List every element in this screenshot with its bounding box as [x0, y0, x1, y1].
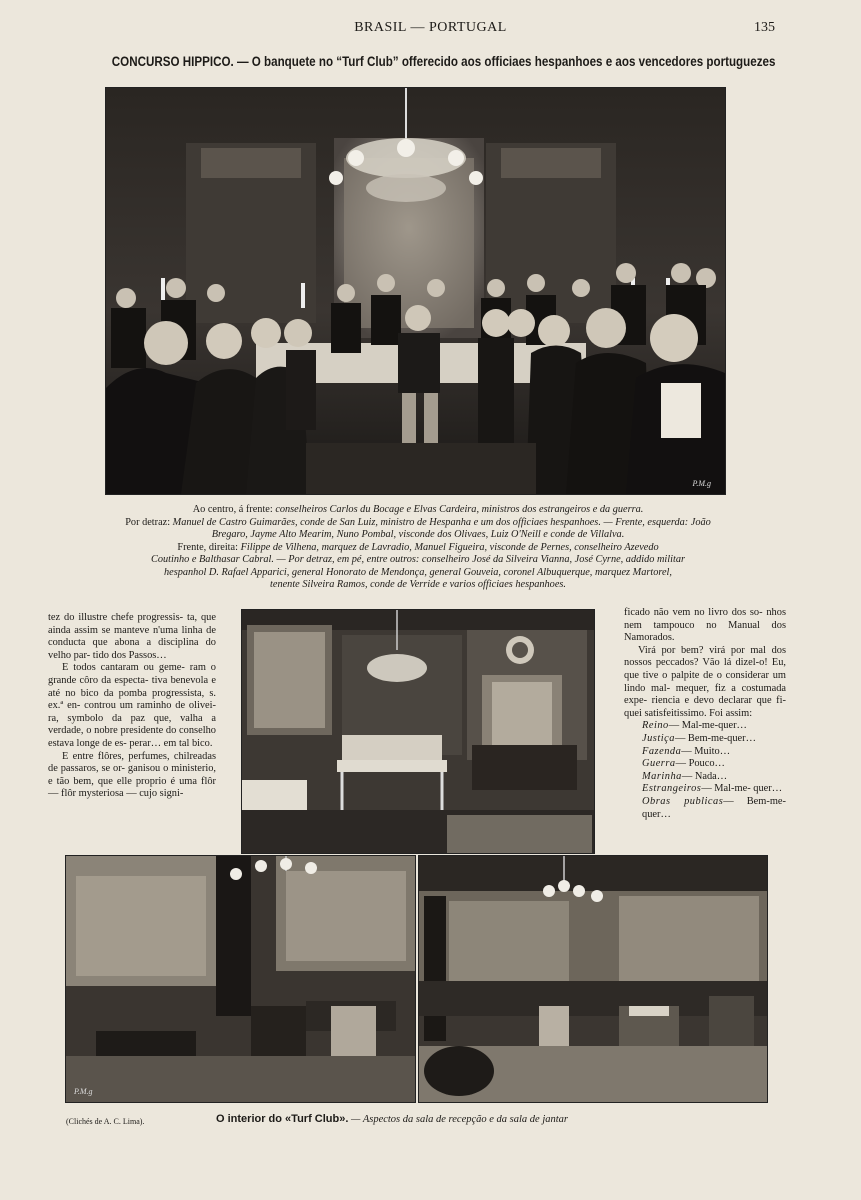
- reception-room-photo: [241, 609, 595, 854]
- caption-line: Ao centro, á frente: conselheiros Carlos du Bocage e Elvas Cardeira, ministros dos estrangeiros e da guerra.: [192, 504, 644, 515]
- paragraph: E todos cantaram ou geme- ram o grande côro da especta- tiva benevola e até no bico da pomba progressista, s. ex.ª en- controu um raminho de olivei- ra, symbolo da paz que, valha a verdade, o nobre presidente do conselho estava longe de es- perar… em tal bico.: [48, 662, 216, 749]
- banquet-caption: [58, 504, 778, 592]
- article-headline: CONCURSO HIPPICO. — O banquete no “Turf Club” offerecido aos officiaes hespanhoes e aos vencedores portuguezes: [111, 54, 776, 69]
- list-item: Obras publicas— Bem-me- quer…: [642, 795, 786, 820]
- paragraph: Virá por bem? virá por mal dos nossos peccados? Vão lá dizel-o! Eu, que tive o palpite de o considerar um lindo mal- mequer, fiz a costumada expe- riencia e devo declarar que fi- quei satisfeitissimo. Foi assim:: [624, 644, 786, 719]
- list-item: Guerra— Pouco…: [642, 758, 725, 770]
- paragraph: ficado não vem no livro dos so- nhos nem tampouco no Manual dos Namorados.: [624, 607, 786, 644]
- list-item: Justiça— Bem-me-quer…: [642, 732, 757, 744]
- list-item: Reino— Mal-me-quer…: [642, 720, 747, 732]
- paragraph: E entre flôres, perfumes, chilreadas de passaros, se or- ganisou o ministerio, e tão bem, que elle proprio é uma flôr — flôr mysteriosa — cujo signi-: [48, 750, 216, 800]
- list-item: Estrangeiros— Mal-me- quer…: [642, 783, 783, 795]
- photo-credit: (Clichés de A. C. Lima).: [66, 1117, 145, 1126]
- page-number: 135: [754, 20, 775, 35]
- running-title: BRASIL — PORTUGAL: [354, 20, 507, 35]
- caption-line: Por detraz: Manuel de Castro Guimarães, conde de San Luiz, ministro de Hespanha e um dos officiaes hespanhoes. — Frente, esquerda: João: [125, 516, 711, 528]
- photo-signature: P.M.g: [74, 1087, 93, 1096]
- caption-line: Frente, direita: Filippe de Vilhena, marquez de Lavradio, Manuel Figueira, visconde de Pernes, conselheiro Azevedo: [177, 541, 659, 553]
- dining-room-photo: [418, 855, 768, 1103]
- list-item: Marinha— Nada…: [642, 770, 728, 782]
- caption-line: Coutinho e Balthasar Cabral. — Por detraz, em pé, entre outros: conselheiro José da Silveira Vianna, José Cyrne, addido militar: [150, 554, 686, 565]
- left-text-column: [48, 612, 216, 801]
- right-text-column: [624, 607, 786, 821]
- photo-signature: P.M.g: [692, 479, 711, 488]
- caption-line: tenente Silveira Ramos, conde de Verride e varios officiaes hespanhoes.: [270, 579, 566, 590]
- banquet-photo: [105, 87, 726, 495]
- paragraph: tez do illustre chefe progressis- ta, que ainda assim se manteve n'uma linha de conducta que abona a disciplina do velho par- tido dos Passos…: [48, 612, 216, 661]
- interior-caption: O interior do «Turf Club». — Aspectos da sala de recepção e da sala de jantar: [216, 1113, 569, 1125]
- caption-line: hespanhol D. Rafael Apparici, general Honorato de Mendonça, general Gouveia, coronel Albuquerque, marquez Martorel,: [164, 566, 672, 578]
- list-item: Fazenda— Muito…: [642, 745, 731, 757]
- reception-hall-photo: [65, 855, 416, 1103]
- caption-line: Bregaro, Jayme Alto Mearim, Nuno Pombal, visconde dos Olivaes, Luiz O'Neill e conde de Villalva.: [211, 529, 625, 540]
